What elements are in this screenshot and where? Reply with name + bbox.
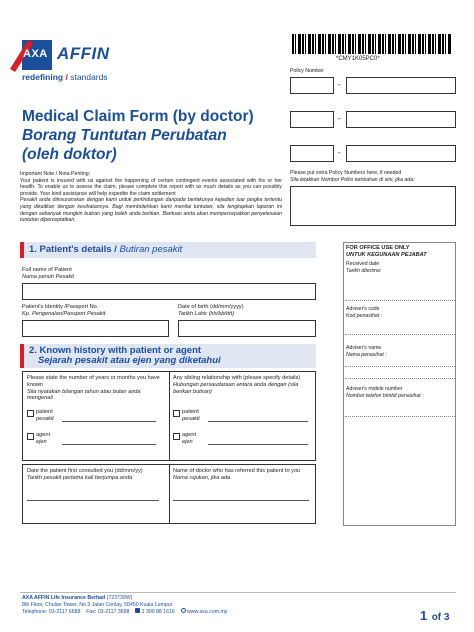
id-bm: Kp. Pengenalan/Passport Pesakit: [22, 310, 106, 317]
full-name-en: Full name of Patient: [22, 267, 72, 273]
agent-bm-2: ejen: [182, 438, 193, 445]
patient-checkbox-2[interactable]: [173, 410, 180, 417]
page-num: 1: [420, 608, 428, 623]
barcode: [292, 34, 452, 54]
extra-policy-text: [290, 170, 460, 183]
dob-field[interactable]: [178, 320, 316, 337]
agent-years-line[interactable]: [62, 444, 156, 445]
footer: [22, 595, 402, 616]
footer-hotline: 1 300 88 1616: [141, 609, 175, 616]
note-bm: Pesakit anda diinsuranskan dengan kami untuk perlindungan daripada berlakunya kejadian luar jangka tertentu yang dikaitkan dengan kesihatannya. Bagi membolehkan kami menilai tuntutan, sila lengkapkan laporan ini dengan sebanyak mungkin butiran yang boleh anda berikan. Bantuan anda akan mempercepatkan penyelesaian tuntutan diperceptatkan.: [20, 197, 282, 224]
sibling-bm: Hubungan persaudaraan antara anda dengan (sila berikan butiran): [173, 381, 299, 395]
policy-dash-3: -: [338, 148, 341, 157]
policy-box-1a[interactable]: [290, 77, 334, 94]
extra-policy-box[interactable]: [290, 186, 456, 226]
sibling-label: [173, 375, 311, 395]
tagline-standards: standards: [70, 72, 108, 82]
full-name-bm: Nama penuh Pesakit: [22, 273, 74, 280]
first-consult-en: Date the patient first consulted you (dd/mm/yy): [27, 468, 143, 474]
footer-contact: [22, 608, 402, 616]
full-name-label: [22, 267, 74, 281]
adviser-mobile-bm: Nombor telefon bimbit penasihat :: [346, 392, 424, 399]
adviser-mobile-en: Adviser's mobile number: [346, 386, 403, 392]
page-title: [22, 108, 287, 164]
globe-icon: [181, 608, 186, 613]
office-title-en: FOR OFFICE USE ONLY: [346, 245, 410, 251]
received-bm: Tarikh diterima:: [346, 268, 382, 274]
patient-en-2: patient: [182, 409, 199, 415]
policy-box-2a[interactable]: [290, 111, 334, 128]
barcode-text: *CMY1K05PC0*: [336, 56, 380, 62]
footer-address: 8th Floor, Chulan Tower, No.3 Jalan Conlay, 50450 Kuala Lumpur: [22, 601, 173, 608]
tagline-slash: /: [65, 72, 68, 82]
adviser-code-bm: Kod penasihat :: [346, 312, 383, 319]
tagline-redefining: redefining: [22, 72, 64, 82]
section1-heading-en: 1. Patient's details /: [29, 244, 117, 255]
page-of: of 3: [431, 612, 450, 623]
years-known-bm: Sila nyatakan bilangan tahun atau bulan anda mengenali: [27, 388, 141, 402]
section2-heading-bm: Sejarah pesakit atau ejen yang diketahui: [38, 355, 221, 366]
section1-header: [20, 242, 316, 258]
received-en: Received date: [346, 261, 380, 267]
adviser-name-line: [345, 366, 455, 367]
id-label: [22, 304, 105, 318]
footer-company: AXA AFFIN Life Insurance Berhad: [22, 595, 106, 601]
phone-icon: [135, 608, 140, 613]
agent-en-1: agent: [36, 432, 50, 438]
patient-years-line[interactable]: [62, 421, 156, 422]
important-note: [20, 171, 282, 224]
section2-header: [20, 344, 316, 368]
agent-label-2: [182, 432, 196, 446]
adviser-name-bm: Nama penasihat :: [346, 351, 387, 358]
footer-website: www.axa.com.my: [187, 609, 228, 616]
note-heading: Important Note / Nota Penting:: [20, 171, 91, 177]
referred-bm: Nama rujukan, jika ada: [173, 474, 231, 481]
dob-label: [178, 304, 244, 318]
note-en: Your patient is insured with us against the happening of certain contingent events associated with his or her health. To enable us to assess the claim, please complete this report with as much details as you can possibly provide. Your kind assistance will help expedite the claim settlement: [20, 177, 282, 197]
office-use-panel: [343, 242, 456, 526]
policy-dash-2: -: [338, 114, 341, 123]
full-name-field[interactable]: [22, 283, 316, 300]
axa-logo: AXA: [22, 40, 52, 70]
adviser-mobile-line: [345, 416, 455, 417]
patient-en-1: patient: [36, 409, 53, 415]
agent-checkbox-1[interactable]: [27, 433, 34, 440]
referred-line[interactable]: [173, 500, 309, 501]
agent-sibling-line[interactable]: [208, 444, 308, 445]
footer-company-line: [22, 595, 402, 602]
office-title-bm: UNTUK KEGUNAAN PEJABAT: [346, 252, 427, 258]
adviser-code-line: [345, 334, 455, 335]
patient-bm-1: pesakit: [36, 415, 54, 422]
dob-en: Date of birth (dd/mm/yyyy): [178, 304, 244, 310]
adviser-mobile-label: [346, 386, 424, 399]
agent-checkbox-2[interactable]: [173, 433, 180, 440]
section1-heading-bm: Butiran pesakit: [119, 244, 183, 255]
adviser-code-label: [346, 306, 382, 319]
adviser-name-en: Adviser's name: [346, 345, 382, 351]
agent-en-2: agent: [182, 432, 196, 438]
extra-policy-bm: Sila letakkan Nombor Polisi tambahan di sini, jika ada:: [290, 176, 415, 183]
patient-label-1: [36, 409, 54, 423]
id-field[interactable]: [22, 320, 169, 337]
title-bm-2: (oleh doktor): [22, 146, 117, 163]
patient-bm-2: pesakit: [182, 415, 200, 422]
policy-number-label: Policy Number: [290, 68, 324, 74]
patient-checkbox-1[interactable]: [27, 410, 34, 417]
patient-sibling-line[interactable]: [208, 421, 308, 422]
referred-label: [173, 468, 313, 482]
first-consult-line[interactable]: [27, 500, 159, 501]
years-known-label: [27, 375, 165, 402]
policy-box-3a[interactable]: [290, 145, 334, 162]
id-en: Patient's Identity /Passport No.: [22, 304, 99, 310]
first-consult-label: [27, 468, 165, 482]
logo-tagline: [22, 72, 108, 82]
policy-box-3b[interactable]: [346, 145, 456, 162]
received-date-line: [345, 300, 455, 301]
agent-bm-1: ejen: [36, 438, 47, 445]
years-known-en: Please state the number of years or months you have known: [27, 375, 160, 388]
page-number: [420, 607, 449, 625]
title-en: Medical Claim Form (by doctor): [22, 108, 254, 125]
referred-en: Name of doctor who has referred this patient to you: [173, 468, 301, 474]
adviser-name-line-2: [345, 378, 455, 379]
first-consult-bm: Tarikh pesakit pertama kali berjumpa anda: [27, 474, 133, 481]
affin-logo-text: AFFIN: [57, 44, 110, 63]
patient-label-2: [182, 409, 200, 423]
title-bm-1: Borang Tuntutan Perubatan: [22, 127, 227, 144]
adviser-code-en: Adviser's code: [346, 306, 380, 312]
policy-box-2b[interactable]: [346, 111, 456, 128]
dob-bm: Tarikh Lahir (hh/bb/tttt): [178, 310, 235, 317]
policy-box-1b[interactable]: [346, 77, 456, 94]
agent-label-1: [36, 432, 50, 446]
footer-telephone: Telephone: 03-2117 6688: [22, 609, 81, 616]
extra-policy-en: Please put extra Policy Numbers here, if needed: [290, 170, 402, 176]
policy-dash-1: -: [338, 80, 341, 89]
footer-reg: (723739W): [106, 595, 133, 601]
adviser-name-label: [346, 345, 387, 358]
footer-fax: Fax: 03-2117 3698: [86, 609, 130, 616]
sibling-en: Any sibling relationship with (please specify details): [173, 375, 301, 381]
section2-heading-en: 2. Known history with patient or agent: [29, 345, 202, 356]
footer-rule: [20, 592, 456, 593]
